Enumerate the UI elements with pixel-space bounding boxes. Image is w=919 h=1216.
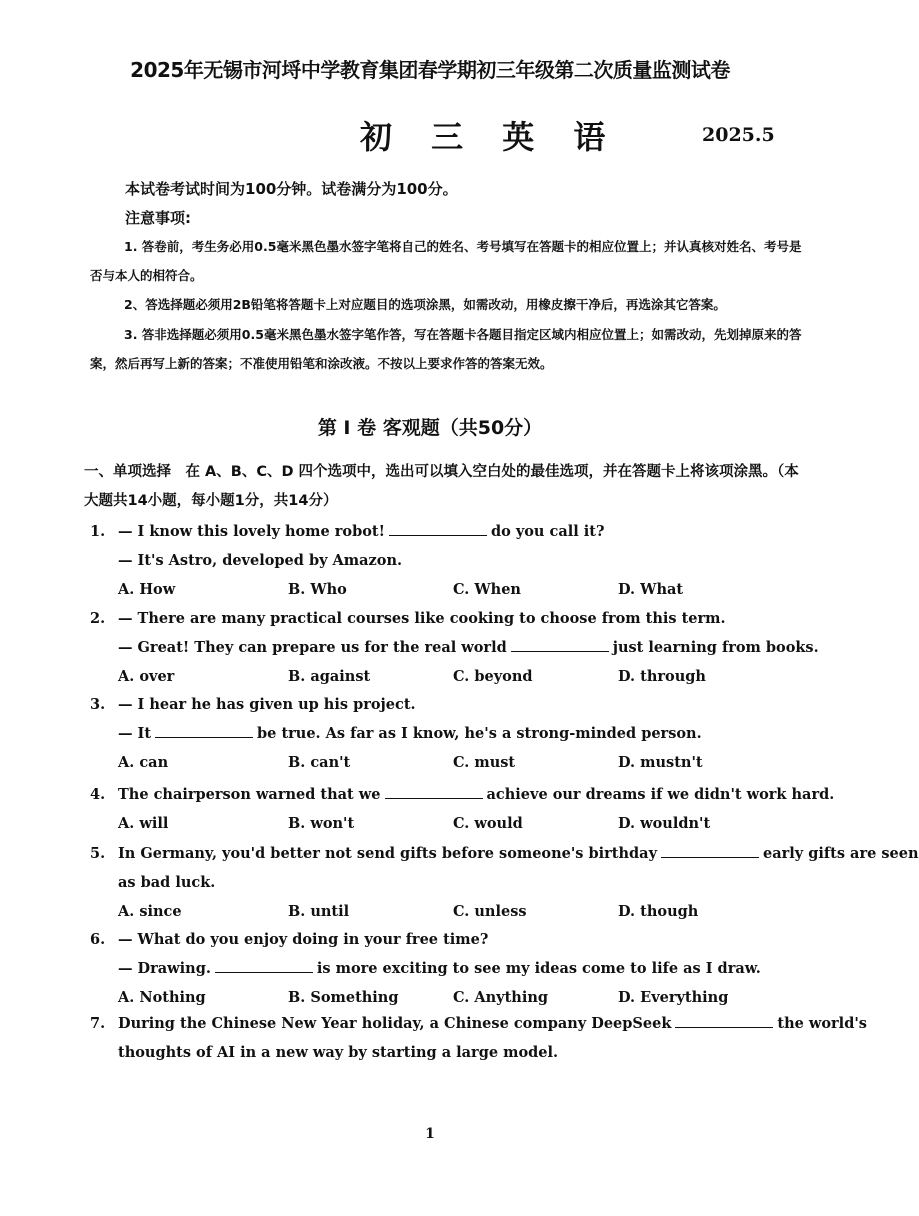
option-d[interactable]: D. Everything	[618, 989, 729, 1006]
answer-blank	[661, 843, 759, 858]
option-a[interactable]: A. How	[118, 581, 176, 598]
exam-title: 2025年无锡市河埒中学教育集团春学期初三年级第二次质量监测试卷	[130, 58, 730, 82]
options-row	[118, 662, 810, 691]
question-line: In Germany, you'd better not send gifts before someone's birthday early gifts are seen	[118, 845, 919, 862]
options-row	[118, 575, 810, 604]
option-a[interactable]: A. can	[118, 754, 169, 771]
option-d[interactable]: D. though	[618, 903, 699, 920]
section-title: 第 I 卷 客观题（共50分）	[317, 417, 543, 439]
note-2: 2、答选择题必须用2B铅笔将答题卡上对应题目的选项涂黑，如需改动，用橡皮擦干净后，再选涂其它答案。	[124, 297, 726, 312]
option-b[interactable]: B. can't	[288, 754, 351, 771]
option-a[interactable]: A. Nothing	[118, 989, 206, 1006]
question-line: thoughts of AI in a new way by starting a large model.	[118, 1044, 559, 1061]
question-number: 2.	[90, 610, 106, 627]
option-d[interactable]: D. wouldn't	[618, 815, 711, 832]
options-row	[118, 983, 810, 1012]
option-b[interactable]: B. Who	[288, 581, 347, 598]
options-row	[118, 748, 810, 777]
question-1	[90, 517, 810, 604]
question-line: During the Chinese New Year holiday, a Chinese company DeepSeek the world's	[118, 1015, 867, 1032]
question-line: — There are many practical courses like cooking to choose from this term.	[118, 610, 726, 627]
exam-date: 2025.5	[702, 124, 775, 146]
option-d[interactable]: D. What	[618, 581, 684, 598]
option-d[interactable]: D. mustn't	[618, 754, 703, 771]
question-2	[90, 604, 819, 691]
option-a[interactable]: A. over	[118, 668, 175, 685]
option-c[interactable]: C. would	[453, 815, 523, 832]
question-number: 5.	[90, 845, 106, 862]
option-d[interactable]: D. through	[618, 668, 706, 685]
question-4	[90, 780, 835, 838]
subject-title: 初 三 英 语	[360, 118, 620, 156]
answer-blank	[155, 723, 253, 738]
question-number: 6.	[90, 931, 106, 948]
option-c[interactable]: C. unless	[453, 903, 527, 920]
answer-blank	[675, 1013, 773, 1028]
question-3	[90, 690, 810, 777]
question-number: 7.	[90, 1015, 106, 1032]
question-line: — It be true. As far as I know, he's a strong-minded person.	[118, 725, 702, 742]
question-number: 4.	[90, 786, 106, 803]
exam-info: 本试卷考试时间为100分钟。试卷满分为100分。	[125, 180, 458, 198]
question-line: — It's Astro, developed by Amazon.	[118, 552, 403, 569]
question-line: — Drawing. is more exciting to see my ideas come to life as I draw.	[118, 960, 761, 977]
question-line: — Great! They can prepare us for the real world just learning from books.	[118, 639, 819, 656]
answer-blank	[389, 521, 487, 536]
option-b[interactable]: B. won't	[288, 815, 355, 832]
option-b[interactable]: B. until	[288, 903, 350, 920]
answer-blank	[511, 637, 609, 652]
answer-blank	[215, 958, 313, 973]
option-c[interactable]: C. Anything	[453, 989, 549, 1006]
question-line: — What do you enjoy doing in your free time?	[118, 931, 489, 948]
notes-heading: 注意事项:	[125, 209, 191, 227]
question-5	[90, 839, 919, 926]
note-1: 1. 答卷前，考生务必用0.5毫米黑色墨水签字笔将自己的姓名、考号填写在答题卡的相应位置上；并认真核对姓名、考号是否与本人的相符合。	[90, 239, 802, 283]
option-a[interactable]: A. since	[118, 903, 182, 920]
options-row	[118, 809, 810, 838]
question-number: 3.	[90, 696, 106, 713]
options-row	[118, 897, 810, 926]
option-a[interactable]: A. will	[118, 815, 169, 832]
option-c[interactable]: C. When	[453, 581, 521, 598]
option-b[interactable]: B. Something	[288, 989, 399, 1006]
question-6	[90, 925, 810, 1012]
question-line: as bad luck.	[118, 874, 216, 891]
page-number: 1	[425, 1126, 435, 1142]
answer-blank	[385, 784, 483, 799]
question-line: — I hear he has given up his project.	[118, 696, 416, 713]
question-7	[90, 1009, 867, 1067]
question-number: 1.	[90, 523, 106, 540]
option-b[interactable]: B. against	[288, 668, 371, 685]
question-line: — I know this lovely home robot! do you call it?	[118, 523, 605, 540]
option-c[interactable]: C. beyond	[453, 668, 533, 685]
part-heading: 一、单项选择 在 A、B、C、D 四个选项中，选出可以填入空白处的最佳选项，并在答题卡上将该项涂黑。（本大题共14小题，每小题1分，共14分）	[84, 464, 799, 509]
option-c[interactable]: C. must	[453, 754, 516, 771]
note-3: 3. 答非选择题必须用0.5毫米黑色墨水签字笔作答，写在答题卡各题目指定区域内相应位置上；如需改动，先划掉原来的答案，然后再写上新的答案；不准使用铅笔和涂改液。不按以上要求作答的答案无效。	[90, 327, 802, 371]
question-line: The chairperson warned that we achieve our dreams if we didn't work hard.	[118, 786, 835, 803]
